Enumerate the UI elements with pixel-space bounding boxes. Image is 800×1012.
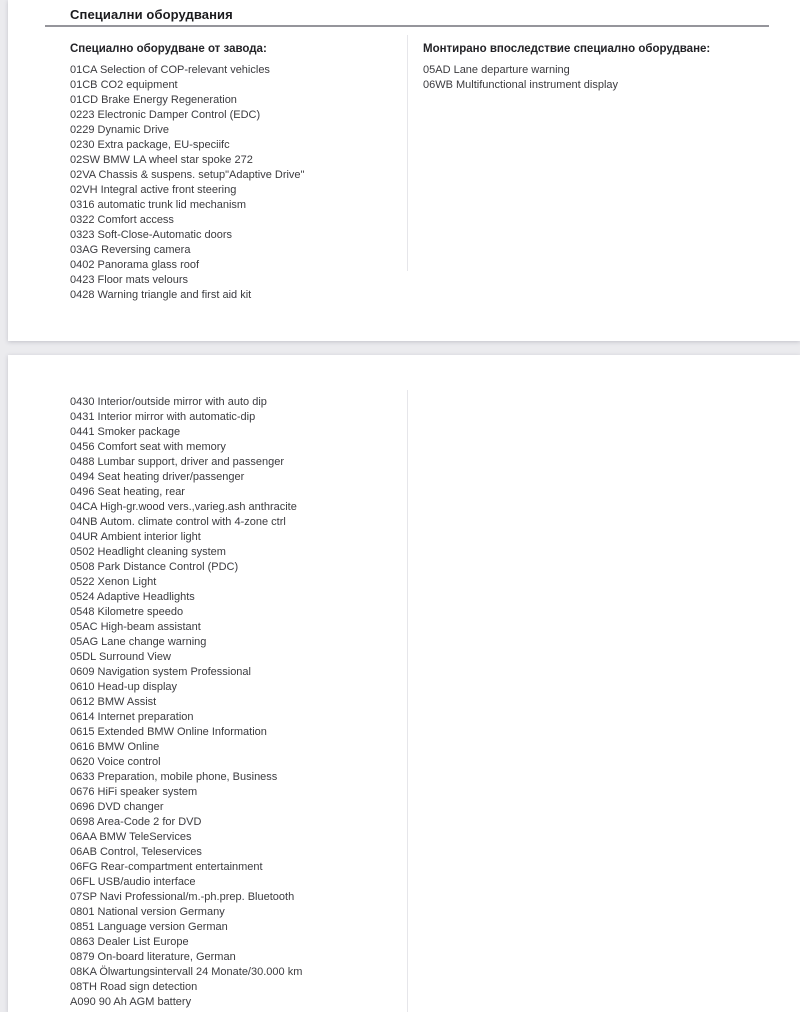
equipment-item: 0615 Extended BMW Online Information (70, 726, 267, 738)
equipment-item: 0610 Head-up display (70, 681, 178, 693)
equipment-item: 0316 automatic trunk lid mechanism (70, 199, 247, 211)
equipment-item: 02SW BMW LA wheel star spoke 272 (70, 154, 253, 166)
factory-equipment-list (70, 63, 400, 303)
retrofit-equipment-column (423, 42, 793, 93)
equipment-item: 08TH Road sign detection (70, 981, 198, 993)
equipment-item: 05AG Lane change warning (70, 636, 207, 648)
equipment-item: 06AA BMW TeleServices (70, 831, 192, 843)
factory-equipment-continued-column (70, 395, 410, 1010)
equipment-item: 05AC High-beam assistant (70, 621, 201, 633)
equipment-item: 06WB Multifunctional instrument display (423, 79, 619, 91)
equipment-item: 07SP Navi Professional/m.-ph.prep. Bluetooth (70, 891, 295, 903)
equipment-item: 0863 Dealer List Europe (70, 936, 189, 948)
equipment-item: 0441 Smoker package (70, 426, 181, 438)
equipment-item: 0488 Lumbar support, driver and passenger (70, 456, 285, 468)
equipment-item: 01CA Selection of COP-relevant vehicles (70, 64, 270, 76)
equipment-item: 0431 Interior mirror with automatic-dip (70, 411, 256, 423)
equipment-item: 0402 Panorama glass roof (70, 259, 200, 271)
page-title: Специални оборудвания (70, 7, 233, 22)
equipment-item: 05DL Surround View (70, 651, 171, 663)
equipment-item: 0522 Xenon Light (70, 576, 157, 588)
equipment-item: 01CD Brake Energy Regeneration (70, 94, 237, 106)
equipment-item: 04NB Autom. climate control with 4-zone ctrl (70, 516, 286, 528)
equipment-item: 06FG Rear-compartment entertainment (70, 861, 263, 873)
equipment-item: 0494 Seat heating driver/passenger (70, 471, 245, 483)
equipment-item: 0524 Adaptive Headlights (70, 591, 195, 603)
title-rule-divider (45, 25, 769, 27)
equipment-item: 0322 Comfort access (70, 214, 174, 226)
equipment-item: 04CA High-gr.wood vers.,varieg.ash anthracite (70, 501, 297, 513)
equipment-item: 0612 BMW Assist (70, 696, 157, 708)
equipment-item: 0323 Soft-Close-Automatic doors (70, 229, 233, 241)
equipment-item: 0851 Language version German (70, 921, 228, 933)
retrofit-equipment-header: Монтирано впоследствие специално оборудване: (423, 43, 711, 55)
equipment-item: 0456 Comfort seat with memory (70, 441, 226, 453)
equipment-item: 0614 Internet preparation (70, 711, 194, 723)
equipment-item: 02VA Chassis & suspens. setup"Adaptive Drive" (70, 169, 305, 181)
equipment-item: 0229 Dynamic Drive (70, 124, 170, 136)
equipment-item: 0698 Area-Code 2 for DVD (70, 816, 202, 828)
equipment-item: 08KA Ölwartungsintervall 24 Monate/30.000 km (70, 966, 303, 978)
equipment-item: 0428 Warning triangle and first aid kit (70, 289, 252, 301)
equipment-item: 0633 Preparation, mobile phone, Business (70, 771, 278, 783)
equipment-item: 01CB CO2 equipment (70, 79, 178, 91)
equipment-item: 0223 Electronic Damper Control (EDC) (70, 109, 261, 121)
factory-equipment-column (70, 42, 400, 303)
equipment-item: 0548 Kilometre speedo (70, 606, 184, 618)
equipment-item: 0676 HiFi speaker system (70, 786, 198, 798)
equipment-item: 0423 Floor mats velours (70, 274, 188, 286)
column-divider (407, 35, 408, 271)
equipment-card-top (8, 0, 800, 341)
equipment-item: 03AG Reversing camera (70, 244, 191, 256)
equipment-item: 06AB Control, Teleservices (70, 846, 202, 858)
equipment-item: 04UR Ambient interior light (70, 531, 201, 543)
equipment-item: 0609 Navigation system Professional (70, 666, 251, 678)
equipment-item: 0502 Headlight cleaning system (70, 546, 226, 558)
column-divider (407, 390, 408, 1012)
equipment-card-bottom (8, 355, 800, 1012)
equipment-item: 0430 Interior/outside mirror with auto dip (70, 396, 267, 408)
equipment-item: 06FL USB/audio interface (70, 876, 196, 888)
equipment-item: 02VH Integral active front steering (70, 184, 237, 196)
equipment-item: 0696 DVD changer (70, 801, 164, 813)
equipment-item: 0230 Extra package, EU-speciifc (70, 139, 230, 151)
equipment-item: 05AD Lane departure warning (423, 64, 570, 76)
equipment-item: 0508 Park Distance Control (PDC) (70, 561, 239, 573)
equipment-item: 0879 On-board literature, German (70, 951, 236, 963)
equipment-item: 0620 Voice control (70, 756, 161, 768)
equipment-item: 0616 BMW Online (70, 741, 160, 753)
factory-equipment-header: Специално оборудване от завода: (70, 43, 267, 55)
equipment-item: A090 90 Ah AGM battery (70, 996, 192, 1008)
retrofit-equipment-list (423, 63, 793, 93)
factory-equipment-continued-list (70, 395, 410, 1010)
equipment-item: 0496 Seat heating, rear (70, 486, 185, 498)
equipment-item: 0801 National version Germany (70, 906, 225, 918)
